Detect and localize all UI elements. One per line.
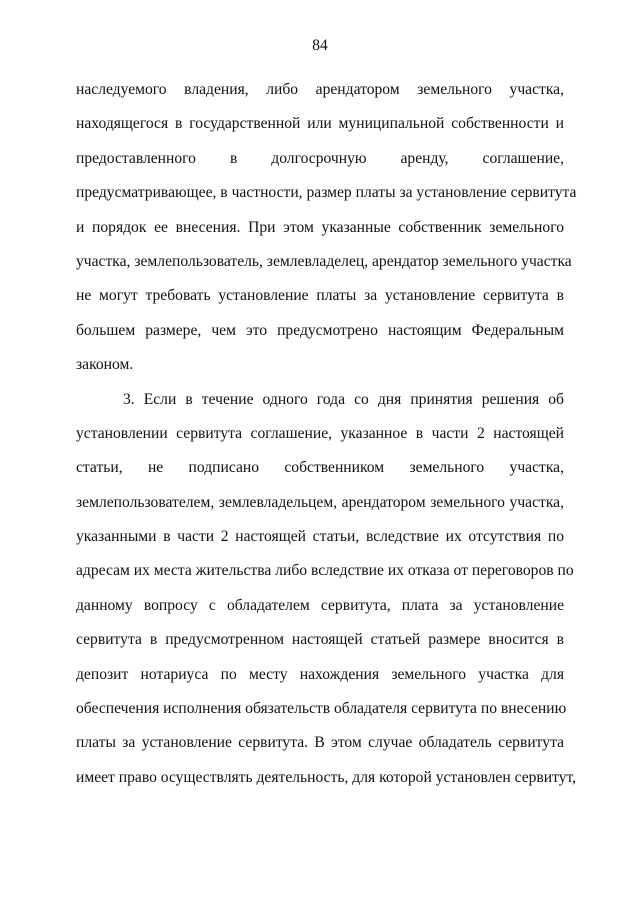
text-line: наследуемого владения, либо арендатором земельного участка, [76,81,564,98]
text-line: участка, землепользователь, землевладелец, арендатор земельного участка [76,252,572,270]
text-line: указанными в части 2 настоящей статьи, вследствие их отсутствия по [76,528,564,546]
text-line: обеспечения исполнения обязательств обладателя сервитута по внесению [76,700,567,718]
text-line: землепользователем, землевладельцем, арендатором земельного участка, [76,493,564,511]
text-line: не могут требовать установление платы за установление сервитута в [76,287,564,305]
text-line: платы за установление сервитута. В этом случае обладатель сервитута [76,734,564,752]
text-line: большем размере, чем это предусмотрено настоящим Федеральным [76,321,564,339]
text-line: статьи, не подписано собственником земельного участка, [76,459,564,477]
document-body [76,73,577,795]
text-line: имеет право осуществлять деятельность, для которой установлен сервитут, [76,768,577,786]
text-line: депозит нотариуса по месту нахождения земельного участка для [76,665,564,683]
text-line: находящегося в государственной или муниципальной собственности и [76,115,564,133]
text-line: предусматривающее, в частности, размер платы за установление сервитута [76,184,577,202]
text-line: данному вопросу с обладателем сервитута, плата за установление [76,596,564,614]
text-line-paragraph-end: законом. [76,356,134,374]
text-line: сервитута в предусмотренном настоящей статьей размере вносится в [76,631,564,649]
text-line: установлении сервитута соглашение, указанное в части 2 настоящей [76,424,564,442]
page-number: 84 [312,37,328,54]
text-line: адресам их места жительства либо вследствие их отказа от переговоров по [76,562,574,580]
paragraph-3-first-line: 3. Если в течение одного года со дня принятия решения об [123,390,564,408]
text-line: и порядок ее внесения. При этом указанные собственник земельного [76,218,564,236]
text-line: предоставленного в долгосрочную аренду, соглашение, [76,149,564,167]
